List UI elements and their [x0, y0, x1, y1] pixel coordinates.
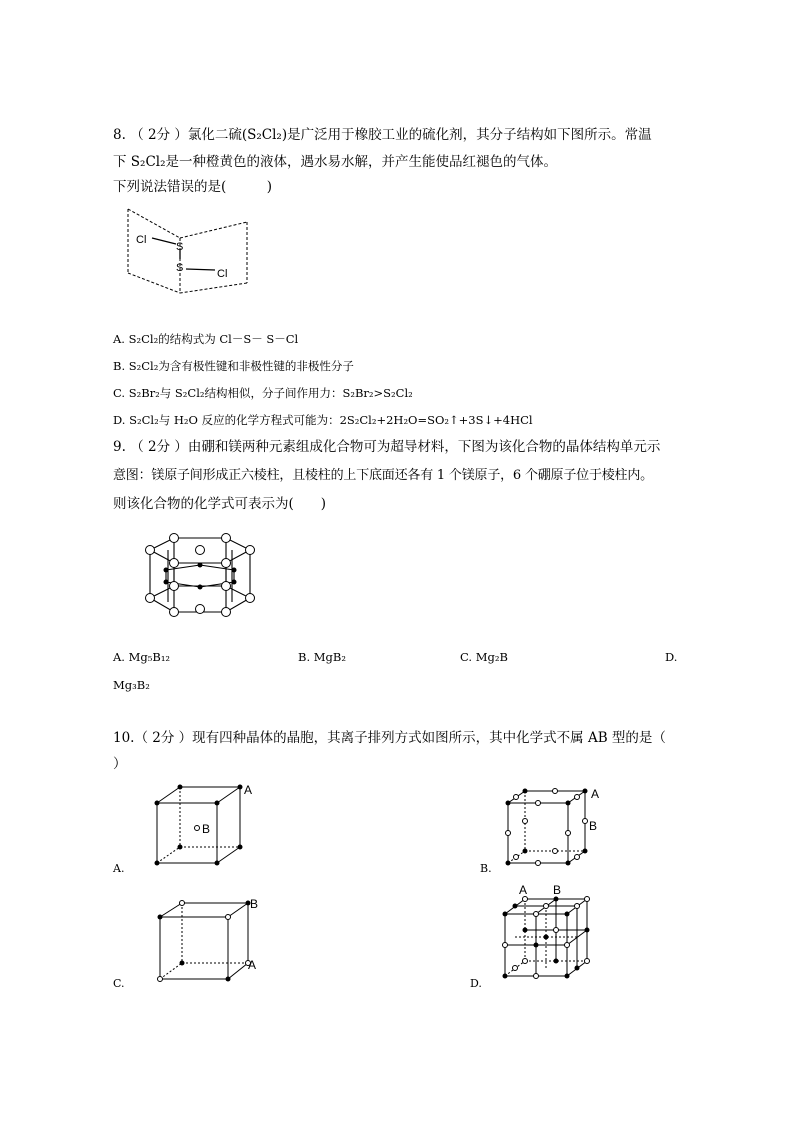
- q9-line2: 意图：镁原子间形成正六棱柱，且棱柱的上下底面还各有 1 个镁原子，6 个硼原子位于棱柱内。: [113, 468, 653, 483]
- q10-option-a[interactable]: A.: [113, 862, 125, 875]
- q8-line2: 下 S₂Cl₂是一种橙黄色的液体，遇水易水解，并产生能使品红褪色的气体。: [113, 154, 558, 170]
- fig-b-label-b: B: [589, 819, 598, 833]
- q8-score: （ 2分 ）: [130, 127, 188, 143]
- q9-line1: [113, 438, 660, 456]
- q8-option-c[interactable]: C. S₂Br₂与 S₂Cl₂结构相似，分子间作用力：S₂Br₂>S₂Cl₂: [113, 386, 413, 400]
- fig-d-label-b: B: [553, 883, 562, 897]
- q9-option-d[interactable]: D.: [665, 650, 678, 664]
- fig-d-label-a: A: [519, 883, 528, 897]
- fig-b-label-a: A: [591, 787, 600, 801]
- q8-molecule-figure: [120, 205, 255, 297]
- q8-text-1: 氯化二硫(S₂Cl₂)是广泛用于橡胶工业的硫化剂，其分子结构如下图所示。常温: [187, 127, 652, 143]
- q10-option-c[interactable]: C.: [113, 977, 125, 990]
- q9-number: 9.: [113, 439, 126, 455]
- q9-option-b[interactable]: B. MgB₂: [298, 650, 346, 664]
- q8-number: 8.: [113, 127, 126, 143]
- q10-score: （ 2分 ）: [134, 730, 193, 746]
- q8-option-a[interactable]: A. S₂Cl₂的结构式为 Cl－S－ S－Cl: [113, 332, 299, 346]
- fig-a-label-a: A: [244, 783, 253, 797]
- q9-option-d-value[interactable]: Mg₃B₂: [113, 678, 150, 692]
- fig-c-label-a: A: [248, 958, 257, 972]
- fig-a-label-b: B: [202, 822, 211, 836]
- q10-line1: [113, 729, 666, 747]
- q9-score: （ 2分 ）: [130, 439, 188, 455]
- cl-right-label: Cl: [217, 268, 228, 280]
- q8-line3: 下列说法错误的是( ): [113, 179, 273, 195]
- q10-text-1: 现有四种晶体的晶胞，其离子排列方式如图所示，其中化学式不属 AB 型的是（: [192, 730, 666, 746]
- q10-line2: ）: [113, 756, 127, 772]
- cl-left-label: Cl: [136, 234, 147, 246]
- q9-option-c[interactable]: C. Mg₂B: [460, 650, 508, 664]
- q10-figure-d: [495, 884, 600, 984]
- q9-line3: 则该化合物的化学式可表示为( ): [113, 496, 327, 512]
- q9-option-a[interactable]: A. Mg₅B₁₂: [113, 650, 171, 664]
- q8-line1: [113, 126, 652, 144]
- q8-option-b[interactable]: B. S₂Cl₂为含有极性键和非极性键的非极性分子: [113, 359, 354, 373]
- q10-option-d[interactable]: D.: [470, 977, 482, 990]
- s-top-label: S: [176, 241, 184, 253]
- fig-c-label-b: B: [250, 897, 259, 911]
- q8-option-d[interactable]: D. S₂Cl₂与 H₂O 反应的化学方程式可能为：2S₂Cl₂+2H₂O=SO₂↑+3S↓+4HCl: [113, 413, 533, 427]
- q10-figure-c: [152, 895, 267, 985]
- q9-hexagonal-prism-figure: [140, 530, 260, 625]
- q10-figure-b: [500, 785, 610, 870]
- q9-text-1: 由硼和镁两种元素组成化合物可为超导材料，下图为该化合物的晶体结构单元示: [187, 439, 661, 455]
- q10-option-b[interactable]: B.: [480, 862, 492, 875]
- q10-number: 10.: [113, 730, 135, 746]
- q10-figure-a: [150, 783, 265, 868]
- s-bottom-label: S: [176, 262, 184, 274]
